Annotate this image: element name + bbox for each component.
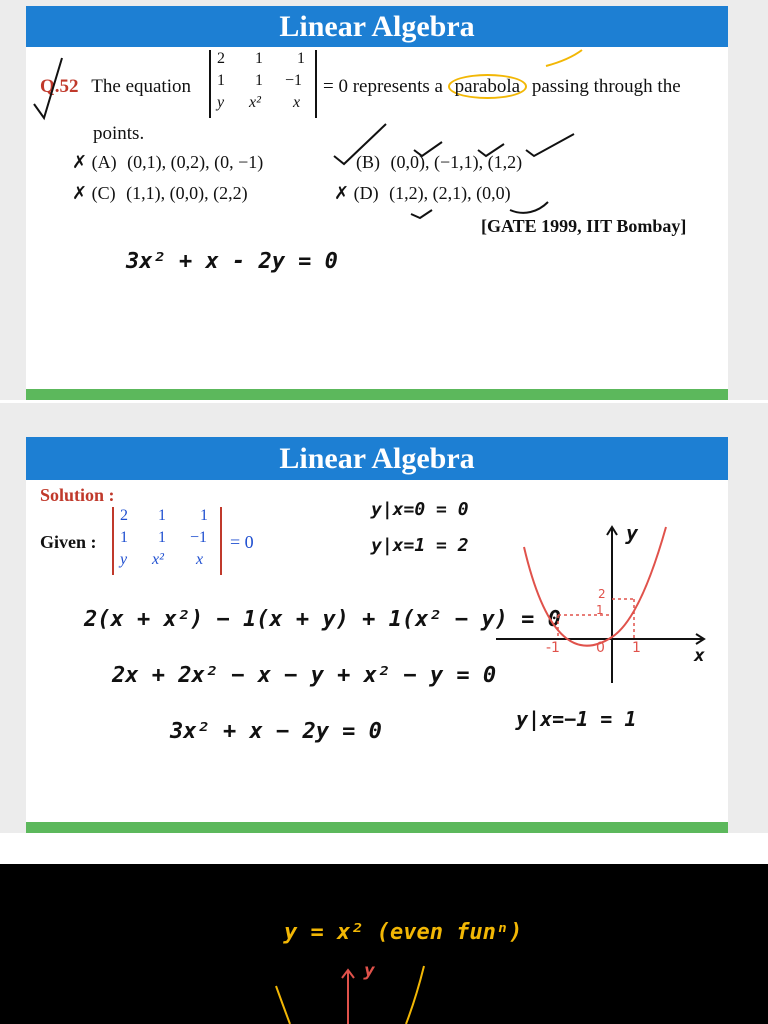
- graph-origin-label: 0: [596, 640, 605, 656]
- graph-tick-y2: 2: [598, 587, 606, 601]
- note-y-at-1: y|x=1 = 2: [371, 535, 469, 556]
- matrix-cell: y: [217, 94, 225, 111]
- solution-label: Solution :: [40, 485, 115, 505]
- option-text: (1,1), (0,0), (2,2): [126, 183, 248, 203]
- matrix-cell: 1: [255, 72, 263, 89]
- matrix-cell: x²: [249, 94, 261, 111]
- handwritten-even-function: y = x² (even funⁿ): [284, 920, 523, 945]
- matrix-cell: x: [196, 551, 204, 568]
- question-source: [GATE 1999, IIT Bombay]: [481, 216, 687, 236]
- matrix-cell: −1: [285, 72, 303, 89]
- given-matrix: [112, 507, 222, 575]
- parabola-graph: [490, 515, 726, 685]
- question-text-before: The equation: [91, 76, 191, 97]
- slide-header: Linear Algebra: [26, 437, 728, 480]
- slide-header: Linear Algebra: [26, 6, 728, 47]
- solution-step-1: 2(x + x²) − 1(x + y) + 1(x² − y) = 0: [84, 607, 561, 632]
- given-label: Given :: [40, 532, 97, 552]
- handwritten-equation: 3x² + x - 2y = 0: [126, 249, 338, 274]
- solution-step-2: 2x + 2x² − x − y + x² − y = 0: [112, 663, 497, 688]
- highlight-parabola: parabola: [448, 74, 527, 99]
- graph-tick-neg: -1: [546, 640, 560, 656]
- graph-tick-pos: 1: [632, 640, 641, 656]
- graph-x-label: x: [694, 645, 705, 666]
- option-label: (B): [356, 152, 380, 172]
- option-text: (0,1), (0,2), (0, −1): [127, 152, 264, 172]
- blackboard-strokes: [0, 864, 768, 1024]
- question-line-2: points.: [93, 123, 145, 144]
- solution-slide: [26, 437, 728, 833]
- matrix-cell: y: [120, 551, 128, 568]
- cross-mark-icon: ✗: [334, 183, 350, 204]
- note-y-at-minus-1: y|x=−1 = 1: [516, 707, 637, 731]
- graph-y-label: y: [626, 521, 639, 545]
- matrix-cell: 1: [255, 50, 263, 67]
- option-label: (A): [91, 152, 117, 172]
- slide-footer-bar: [26, 389, 728, 400]
- matrix-cell: 1: [217, 72, 225, 89]
- question-slide: [26, 6, 728, 400]
- blackboard-y-label: y: [364, 960, 375, 981]
- matrix-cell: 1: [158, 529, 166, 546]
- matrix-cell: 2: [120, 507, 128, 524]
- cross-mark-icon: ✗: [72, 183, 88, 204]
- given-equals: = 0: [230, 532, 254, 552]
- matrix-cell: x²: [152, 551, 164, 568]
- option-text: (0,0), (−1,1), (1,2): [390, 152, 523, 172]
- question-text-eq: = 0 represents a: [323, 76, 443, 97]
- matrix-cell: 1: [158, 507, 166, 524]
- slide-gap: [0, 400, 768, 403]
- matrix-cell: 1: [297, 50, 305, 67]
- matrix-cell: 1: [200, 507, 208, 524]
- option-label: (C): [91, 183, 116, 203]
- question-number: Q.52: [40, 76, 79, 97]
- graph-tick-y1: 1: [596, 603, 604, 617]
- annotation-strokes: [26, 6, 728, 246]
- matrix-cell: −1: [190, 529, 208, 546]
- matrix-cell: 1: [120, 529, 128, 546]
- slide-gap: [0, 833, 768, 864]
- solution-step-3: 3x² + x − 2y = 0: [170, 719, 382, 744]
- note-y-at-0: y|x=0 = 0: [371, 499, 469, 520]
- slide-footer-bar: [26, 822, 728, 833]
- blackboard-slide: [0, 864, 768, 1024]
- matrix-cell: x: [293, 94, 301, 111]
- option-label: (D): [353, 183, 379, 203]
- option-text: (1,2), (2,1), (0,0): [389, 183, 511, 203]
- question-text-after: passing through the: [531, 76, 681, 97]
- matrix-cell: 2: [217, 50, 225, 67]
- cross-mark-icon: ✗: [72, 152, 88, 173]
